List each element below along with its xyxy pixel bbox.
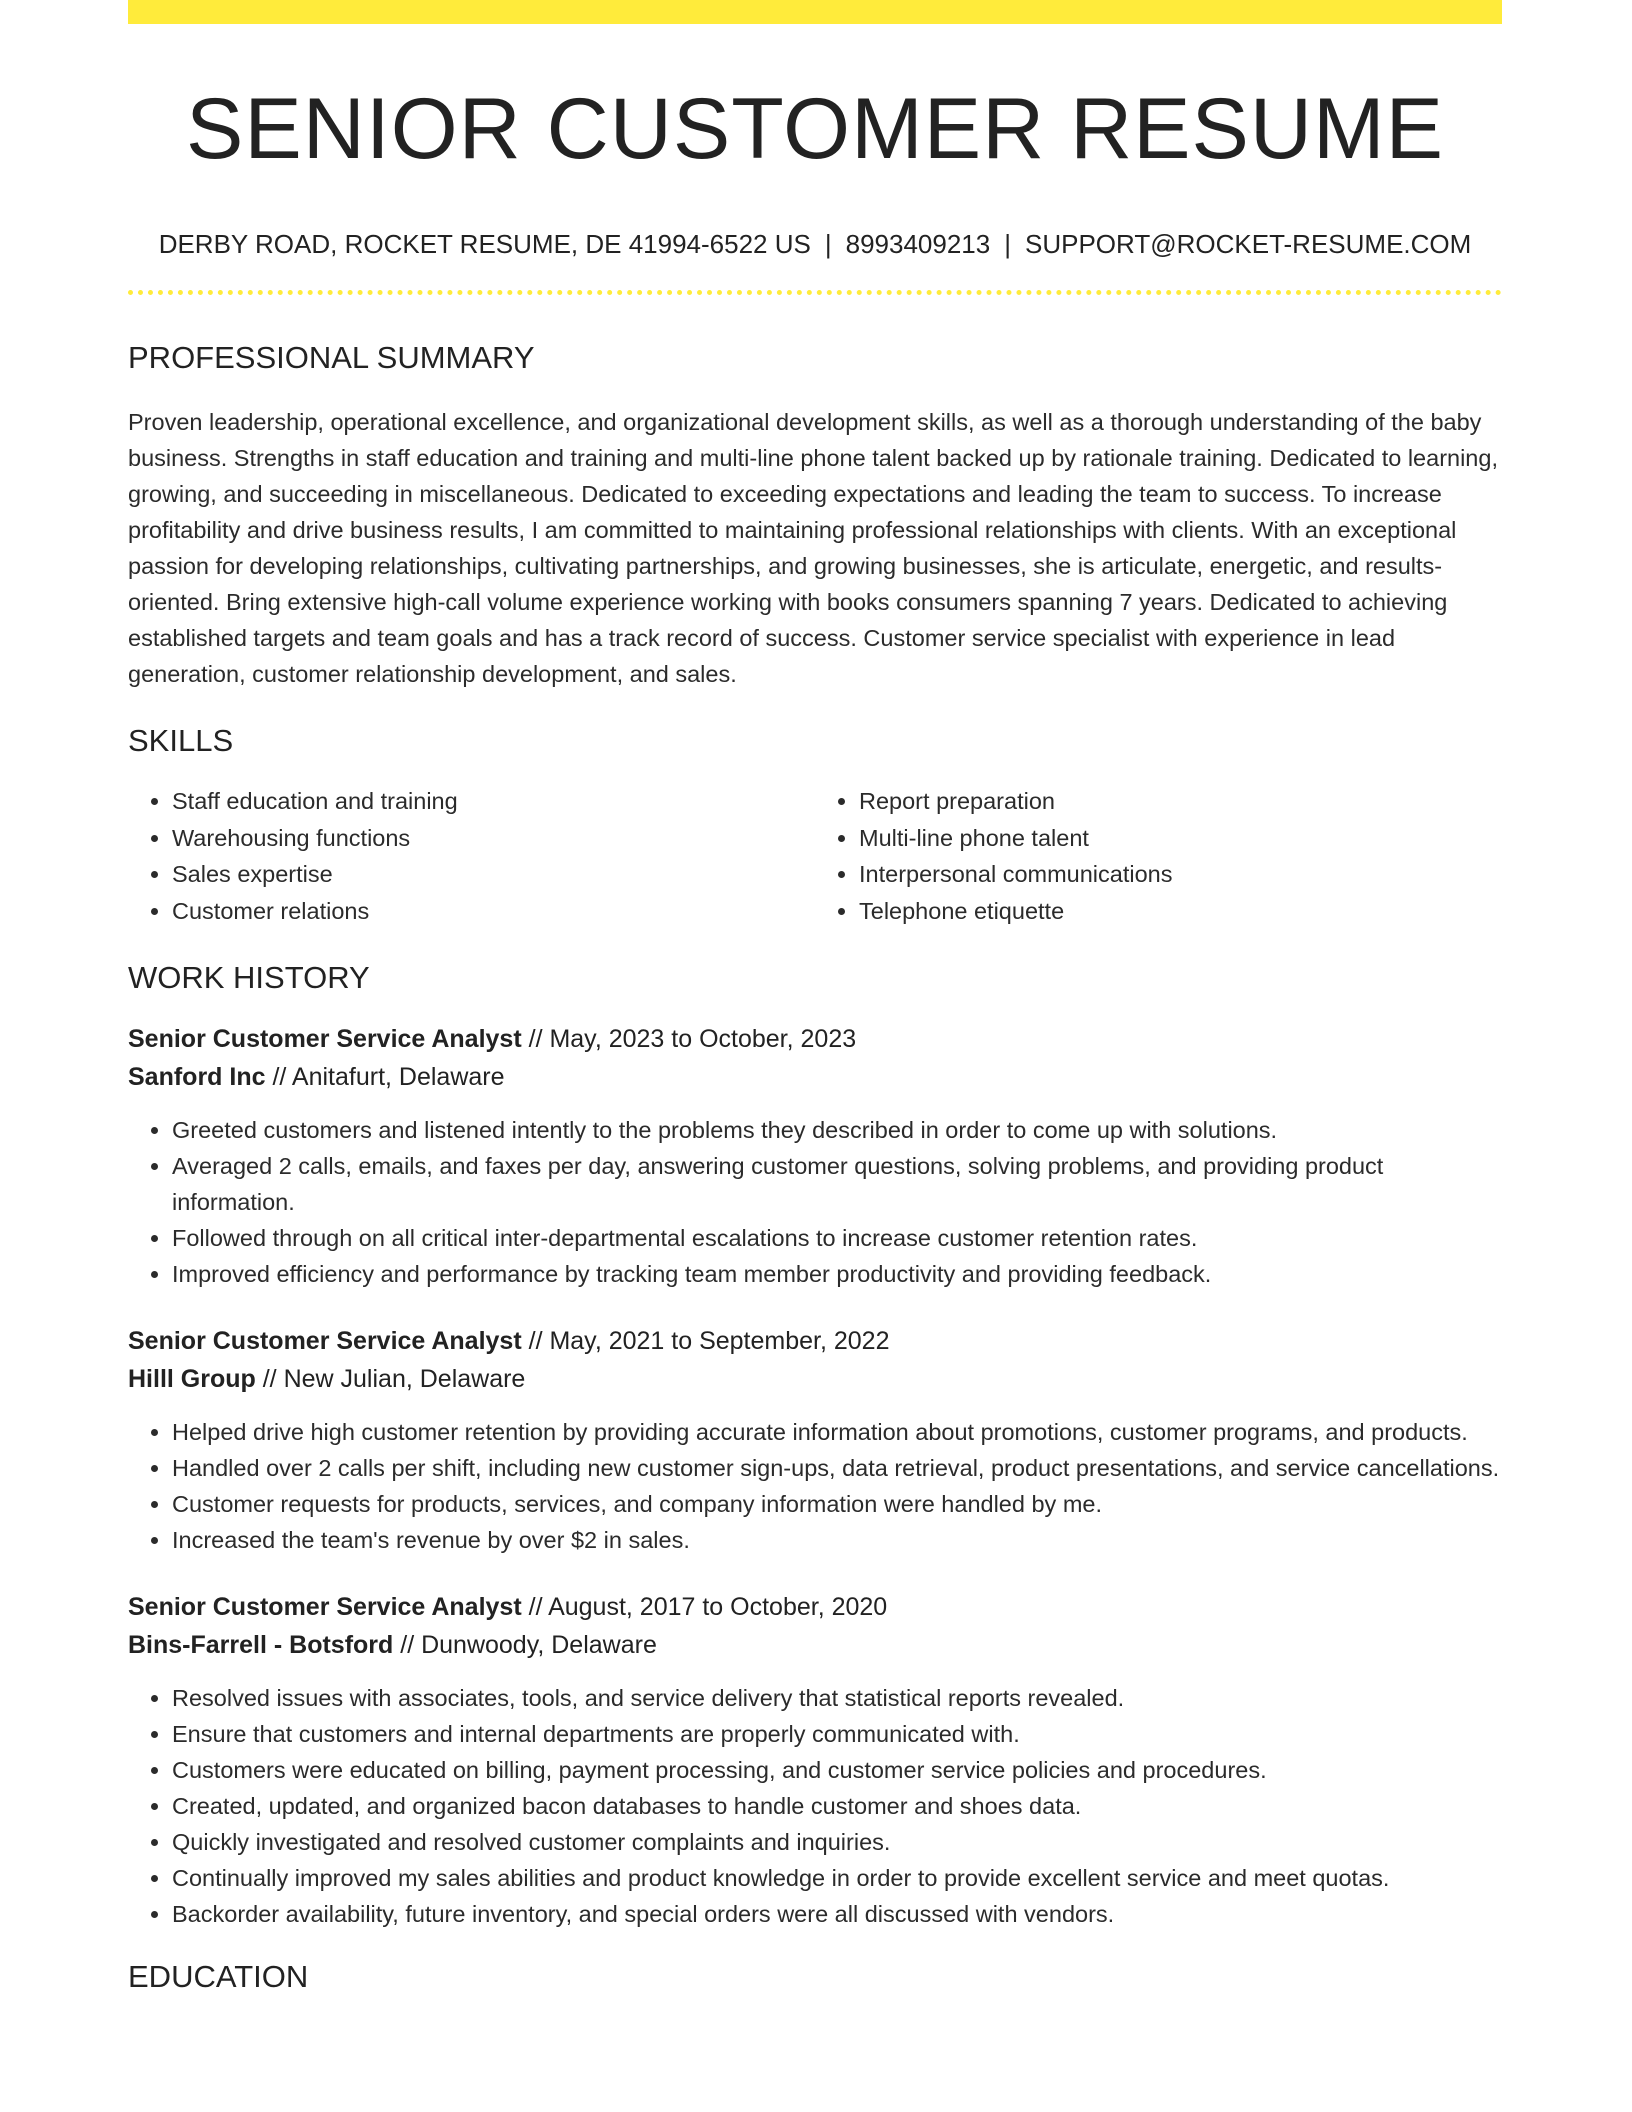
job-title-line [128,1020,1502,1058]
skill-item: • Warehousing functions [172,820,815,857]
job-bullet: • Created, updated, and organized bacon databases to handle customer and shoes data. [172,1788,1502,1824]
job-location: // Dunwoody, Delaware [393,1631,657,1660]
job-bullet: • Quickly investigated and resolved customer complaints and inquiries. [172,1824,1502,1860]
skill-item: • Report preparation [859,783,1502,820]
section-heading-work-history: WORK HISTORY [128,960,370,996]
skills-column-right [815,783,1502,929]
job-entry [128,1588,1502,1932]
summary-paragraph: Proven leadership, operational excellence, and organizational development skills, as well as a thorough understanding of the baby business. Strengths in staff education and training and multi-line phone talent backed up by rationale training. Dedicated to learning, growing, and succeeding in miscellaneous. Dedicated to exceeding expectations and leading the team to success. To increase profitability and drive business results, I am committed to maintaining professional relationships with clients. With an exceptional passion for developing relationships, cultivating partnerships, and growing businesses, she is articulate, energetic, and results-oriented. Bring extensive high-call volume experience working with books consumers spanning 7 years. Dedicated to achieving established targets and team goals and has a track record of success. Customer service specialist with experience in lead generation, customer relationship development, and sales. [128,408,1498,687]
job-bullet: • Ensure that customers and internal departments are properly communicated with. [172,1716,1502,1752]
skill-item: • Staff education and training [172,783,815,820]
job-title-line [128,1588,1502,1626]
skills-column-left [128,783,815,929]
job-bullet: • Backorder availability, future inventory, and special orders were all discussed with vendors. [172,1896,1502,1932]
job-title: Senior Customer Service Analyst [128,1593,522,1622]
accent-top-bar [128,0,1502,24]
dotted-divider [128,290,1502,295]
section-heading-summary: PROFESSIONAL SUMMARY [128,339,535,375]
section-heading-skills: SKILLS [128,722,234,758]
job-company: Hilll Group [128,1365,256,1394]
job-company: Bins-Farrell - Botsford [128,1631,394,1660]
job-bullet: • Followed through on all critical inter-departmental escalations to increase customer retention rates. [172,1220,1502,1256]
job-bullet: • Continually improved my sales abilities and product knowledge in order to provide excellent service and meet quotas. [172,1860,1502,1896]
contact-line [128,229,1502,260]
job-company-line [128,1360,1502,1398]
skill-item: • Telephone etiquette [859,893,1502,930]
job-bullet: • Improved efficiency and performance by tracking team member productivity and providing feedback. [172,1256,1502,1292]
job-bullet: • Greeted customers and listened intently to the problems they described in order to come up with solutions. [172,1112,1502,1148]
email-text: SUPPORT@ROCKET-RESUME.COM [1025,228,1472,259]
job-company-line [128,1058,1502,1096]
job-bullet: • Averaged 2 calls, emails, and faxes per day, answering customer questions, solving problems, and providing product information. [172,1148,1502,1220]
job-dates: // August, 2017 to October, 2020 [521,1593,888,1622]
job-bullet: • Increased the team's revenue by over $2 in sales. [172,1522,1502,1558]
skill-item: • Multi-line phone talent [859,820,1502,857]
job-bullet: • Helped drive high customer retention by providing accurate information about promotions, customer programs, and products. [172,1414,1502,1450]
job-bullet: • Customer requests for products, services, and company information were handled by me. [172,1486,1502,1522]
job-bullets [128,1680,1502,1932]
job-bullet: • Handled over 2 calls per shift, including new customer sign-ups, data retrieval, product presentations, and service cancellations. [172,1450,1502,1486]
job-company-line [128,1626,1502,1664]
skills-list [128,783,1502,929]
page-title: SENIOR CUSTOMER RESUME [186,81,1444,177]
job-entry [128,1322,1502,1558]
section-heading-education: EDUCATION [128,1959,309,1995]
job-bullets [128,1414,1502,1558]
skill-item: • Interpersonal communications [859,856,1502,893]
resume-content [128,24,1502,1996]
job-dates: // May, 2023 to October, 2023 [521,1025,857,1054]
job-company: Sanford Inc [128,1063,266,1092]
job-bullet: • Resolved issues with associates, tools, and service delivery that statistical reports revealed. [172,1680,1502,1716]
address-text: DERBY ROAD, ROCKET RESUME, DE 41994-6522 US [158,228,811,259]
job-location: // Anitafurt, Delaware [265,1063,505,1092]
contact-separator: | [824,228,832,259]
job-title: Senior Customer Service Analyst [128,1025,522,1054]
job-title-line [128,1322,1502,1360]
job-location: // New Julian, Delaware [255,1365,526,1394]
job-title: Senior Customer Service Analyst [128,1327,522,1356]
job-bullets [128,1112,1502,1292]
phone-text: 8993409213 [845,228,991,259]
contact-separator: | [1004,228,1011,259]
skill-item: • Customer relations [172,893,815,930]
job-dates: // May, 2021 to September, 2022 [521,1327,890,1356]
job-entry [128,1020,1502,1292]
skill-item: • Sales expertise [172,856,815,893]
job-bullet: • Customers were educated on billing, payment processing, and customer service policies and procedures. [172,1752,1502,1788]
